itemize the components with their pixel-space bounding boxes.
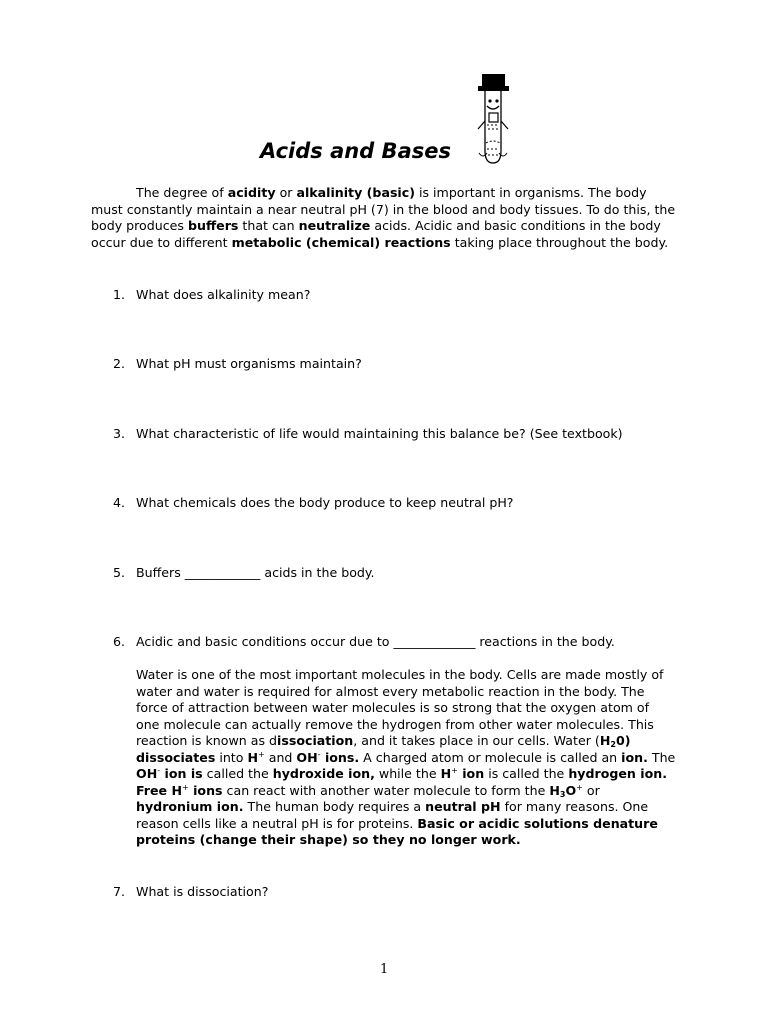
question-1: 1. What does alkalinity mean? <box>113 287 311 302</box>
question-5: 5. Buffers ____________ acids in the body. <box>113 565 375 580</box>
test-tube-character-icon <box>474 73 512 165</box>
water-paragraph: Water is one of the most important molecules in the body. Cells are made mostly of water and water is required for almost every metabolic reaction in the body. The force of attraction between water molecules is so strong that the oxygen atom of one molecule can actually remove the hydrogen from other water molecules. This reaction is known as dissociation, and it takes place in our cells. Water $(H_20)$ dissociates into H+ and OH- ions. A charged atom or molecule is called an ion. The OH- ion is called the hydroxide ion, while the H+ ion is called the hydrogen ion. Free H+ ions can react with another water molecule to form the $H_3O^+$ or hydronium ion. The human body requires a neutral pH for many reasons. One reason cells like a neutral pH is for proteins. Basic or acidic solutions denature proteins (change their shape) so they no longer work. <box>136 667 676 847</box>
question-4: 4. What chemicals does the body produce to keep neutral pH? <box>113 495 514 510</box>
question-6: 6. Acidic and basic conditions occur due to _____________ reactions in the body. <box>113 634 615 649</box>
question-7: 7. What is dissociation? <box>113 884 269 899</box>
page-number: 1 <box>380 962 389 977</box>
page-title: Acids and Bases <box>260 139 451 163</box>
question-2: 2. What pH must organisms maintain? <box>113 356 362 371</box>
intro-paragraph: The degree of acidity or alkalinity (basic) is important in organisms. The body must constantly maintain a near neutral pH (7) in the blood and body tissues. To do this, the body produces buffers that can neutralize acids. Acidic and basic conditions in the body occur due to different metabolic (chemical) reactions taking place throughout the body. <box>91 185 676 250</box>
question-3: 3. What characteristic of life would maintaining this balance be? (See textbook) <box>113 426 623 441</box>
